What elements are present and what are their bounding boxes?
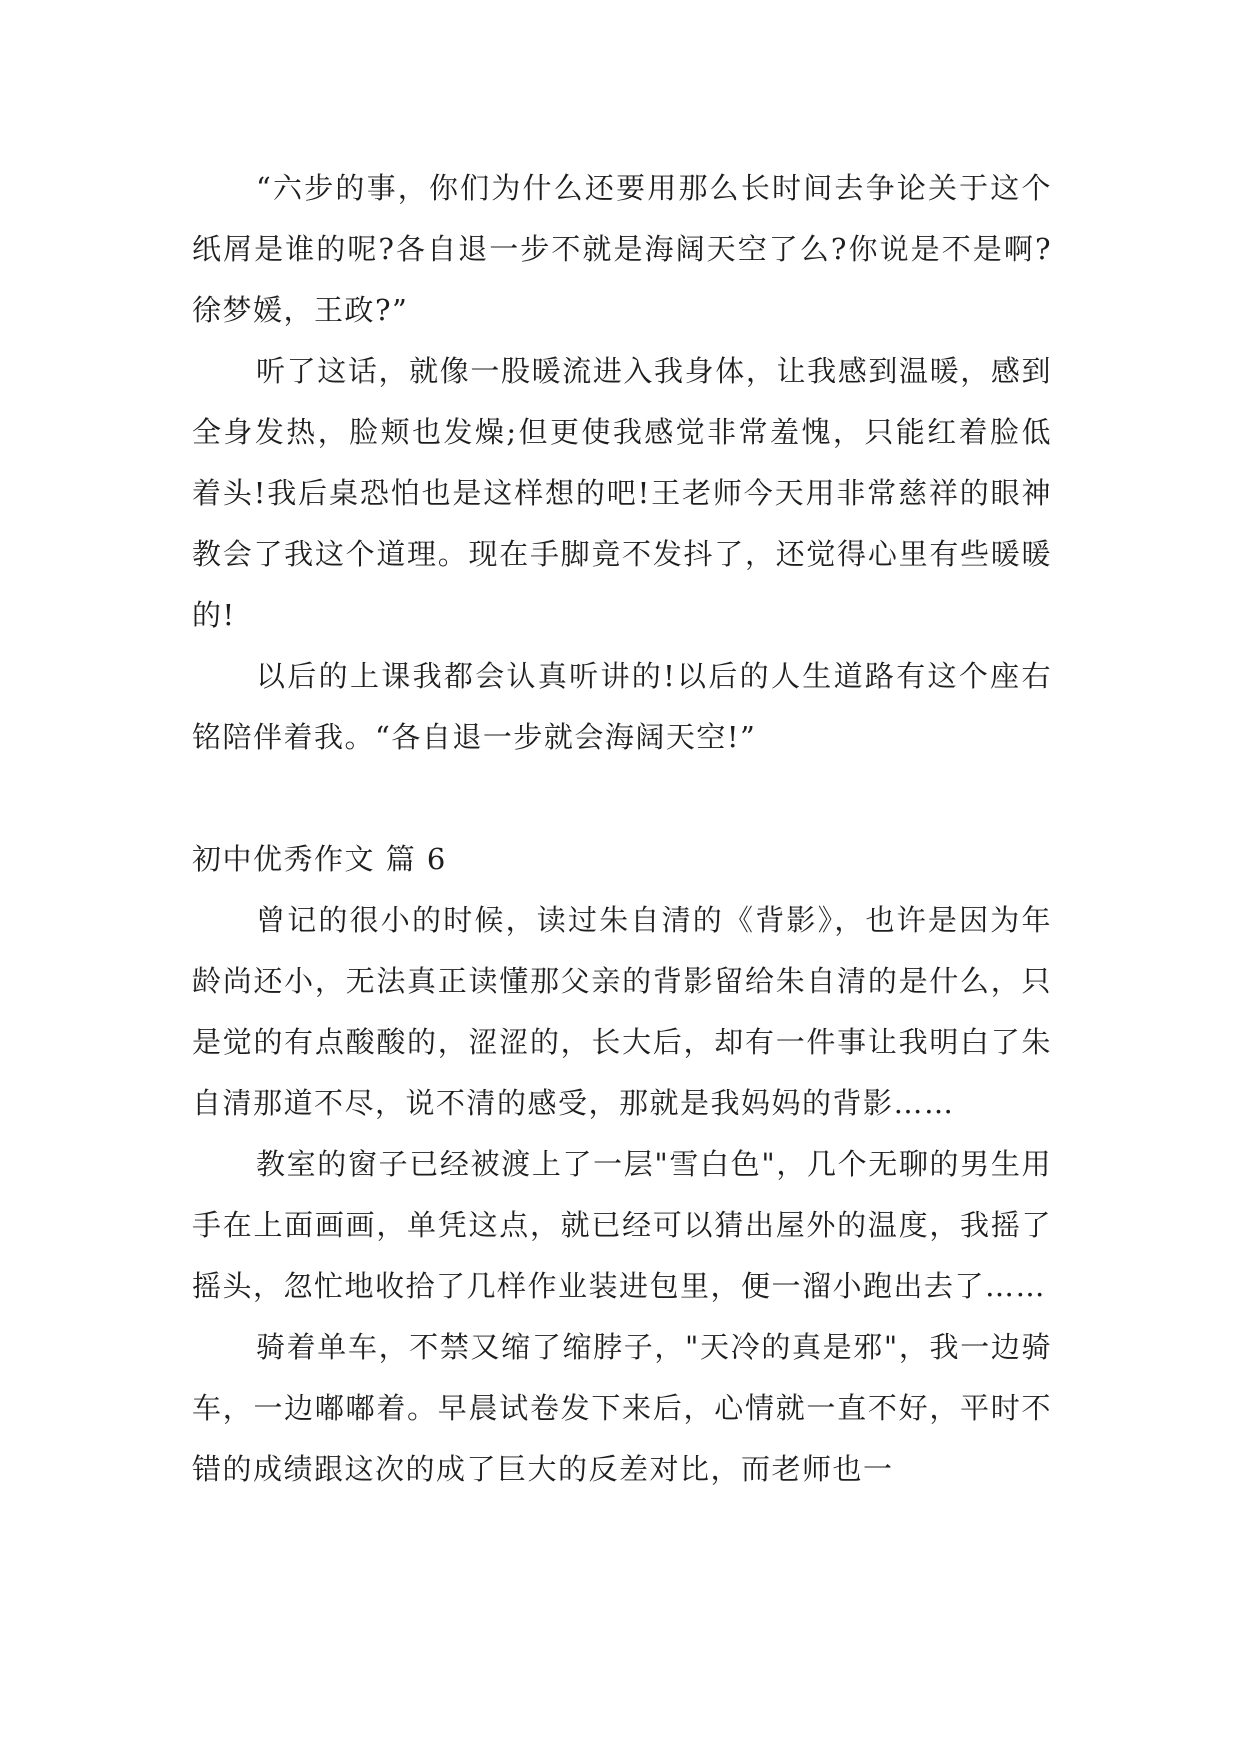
paragraph-motto: 以后的上课我都会认真听讲的!以后的人生道路有这个座右铭陪伴着我。“各自退一步就会海阔天空!”: [192, 659, 1052, 754]
section-title: 初中优秀作文 篇 6: [192, 842, 447, 876]
paragraph-classroom: 教室的窗子已经被渡上了一层"雪白色"，几个无聊的男生用手在上面画画，单凭这点，就已经可以猜出屋外的温度，我摇了摇头，忽忙地收拾了几样作业装进包里，便一溜小跑出去了……: [192, 1147, 1052, 1303]
paragraph-teacher-quote: “六步的事，你们为什么还要用那么长时间去争论关于这个纸屑是谁的呢?各自退一步不就是海阔天空了么?你说是不是啊?徐梦媛，王政?”: [192, 171, 1052, 327]
paragraph-feeling: 听了这话，就像一股暖流进入我身体，让我感到温暖，感到全身发热，脸颊也发燥;但更使我感觉非常羞愧，只能红着脸低着头!我后桌恐怕也是这样想的吧!王老师今天用非常慈祥的眼神教会了我这个道理。现在手脚竟不发抖了，还觉得心里有些暖暖的!: [192, 354, 1052, 632]
document-body: [192, 158, 1052, 1500]
paragraph-memory: 曾记的很小的时候，读过朱自清的《背影》，也许是因为年龄尚还小，无法真正读懂那父亲的背影留给朱自清的是什么，只是觉的有点酸酸的，涩涩的，长大后，却有一件事让我明白了朱自清那道不尽，说不清的感受，那就是我妈妈的背影……: [192, 903, 1052, 1120]
paragraph-bike-ride: 骑着单车，不禁又缩了缩脖子，"天冷的真是邪"，我一边骑车，一边嘟嘟着。早晨试卷发下来后，心情就一直不好，平时不错的成绩跟这次的成了巨大的反差对比，而老师也一: [192, 1330, 1052, 1486]
